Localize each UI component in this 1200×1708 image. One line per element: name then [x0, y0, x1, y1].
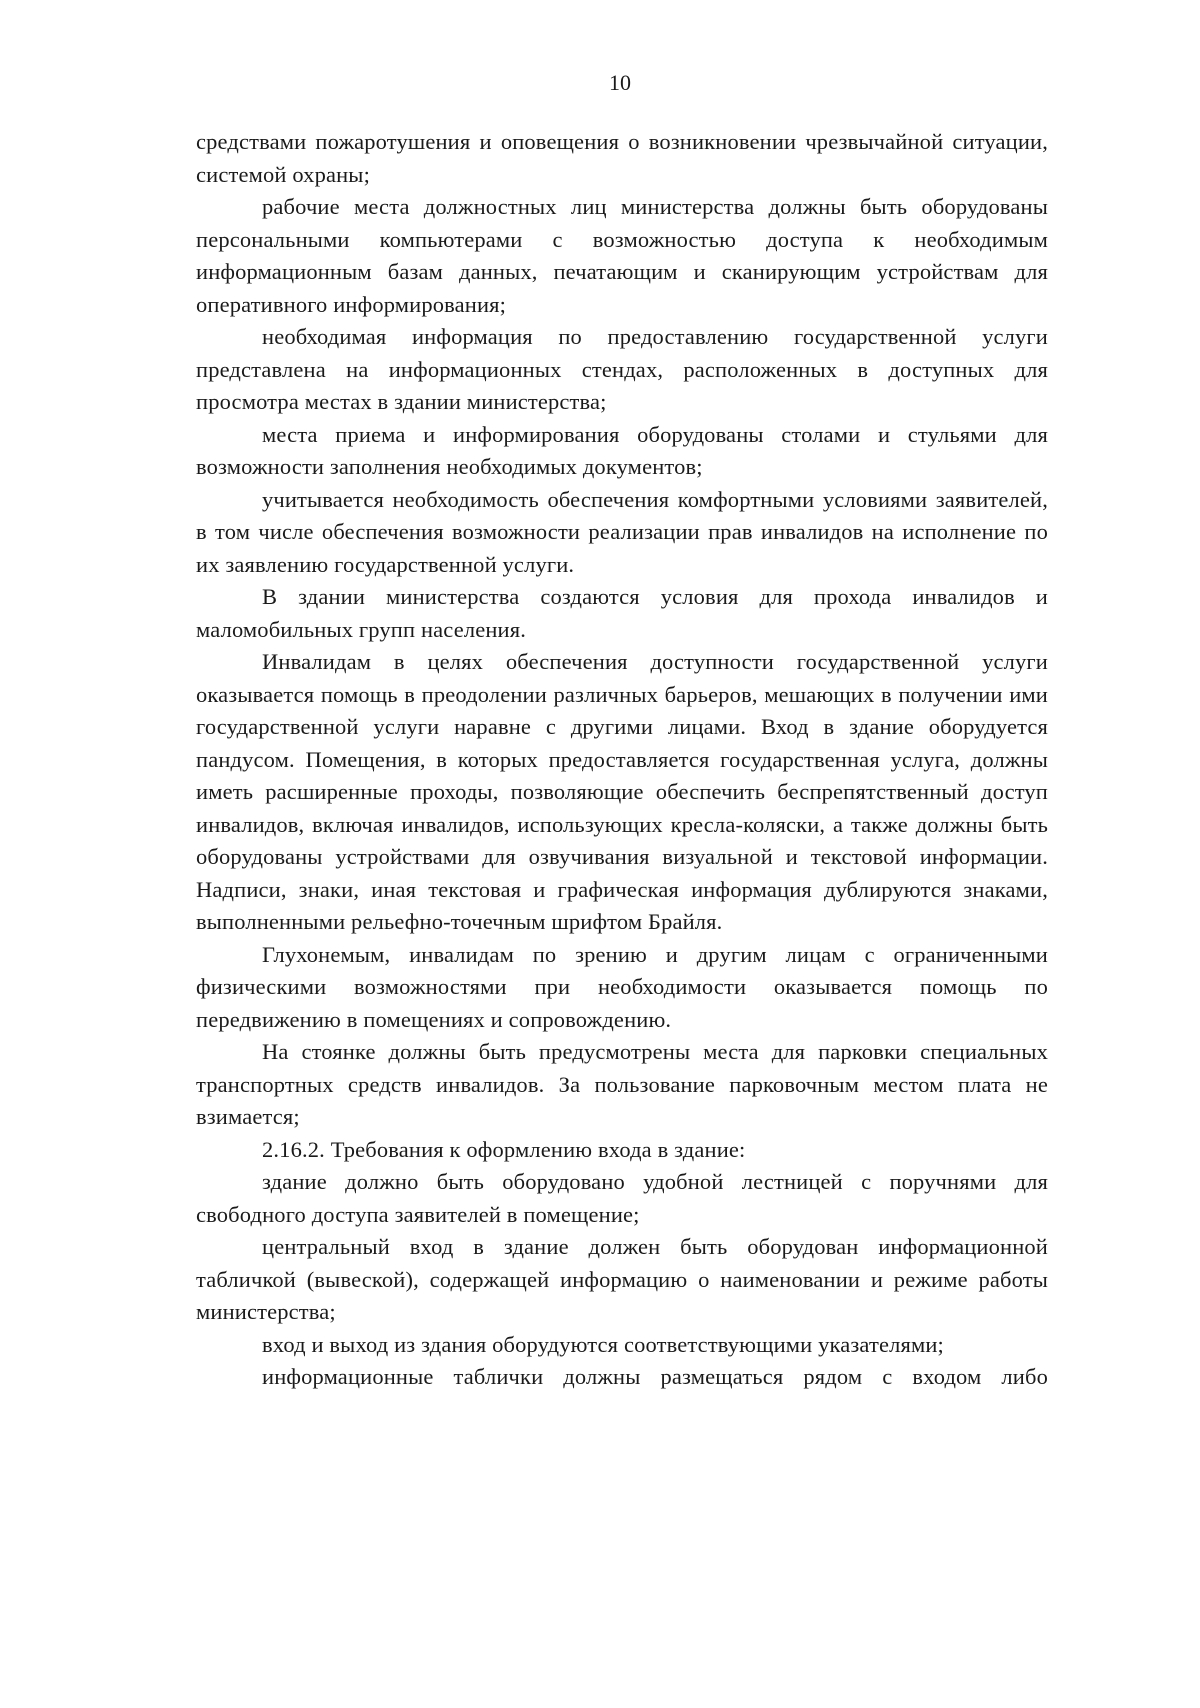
- paragraph-information-stands: необходимая информация по предоставлению государственной услуги представлена на информационных стендах, расположенных в доступных для просмотра местах в здании министерства;: [196, 324, 1048, 414]
- section-heading-2-16-2: 2.16.2. Требования к оформлению входа в здание:: [262, 1136, 746, 1162]
- paragraph-applicant-comfort: учитывается необходимость обеспечения комфортными условиями заявителей, в том числе обеспечения возможности реализации прав инвалидов на исполнение по их заявлению государственной услуги.: [196, 486, 1048, 577]
- paragraph-workplaces: рабочие места должностных лиц министерства должны быть оборудованы персональными компьютерами с возможностью доступа к необходимым информационным базам данных, печатающим и сканирующим устройствам для оперативного информирования;: [196, 194, 1048, 317]
- paragraph-parking: На стоянке должны быть предусмотрены места для парковки специальных транспортных средств инвалидов. За пользование парковочным местом плата не взимается;: [196, 1039, 1048, 1129]
- paragraph-entry-exit-signs: вход и выход из здания оборудуются соответствующими указателями;: [262, 1331, 944, 1357]
- paragraph-fire-safety: средствами пожаротушения и оповещения о возникновении чрезвычайной ситуации, системой охраны;: [196, 129, 1048, 187]
- paragraph-reception-places: места приема и информирования оборудованы столами и стульями для возможности заполнения необходимых документов;: [196, 421, 1048, 479]
- page-number: 10: [609, 70, 631, 95]
- paragraph-building-accessibility: В здании министерства создаются условия для прохода инвалидов и маломобильных групп населения.: [196, 584, 1048, 642]
- paragraph-mobility-support: Глухонемым, инвалидам по зрению и другим лицам с ограниченными физическими возможностями при необходимости оказывается помощь по передвижению в помещениях и сопровождению.: [196, 941, 1048, 1032]
- paragraph-disabled-assistance: Инвалидам в целях обеспечения доступности государственной услуги оказывается помощь в преодолении различных барьеров, мешающих в получении ими государственной услуги наравне с другими лицами. Вход в здание оборудуется пандусом. Помещения, в которых предоставляется государственная услуга, должны иметь расширенные проходы, позволяющие обеспечить беспрепятственный доступ инвалидов, включая инвалидов, использующих кресла-коляски, а также должны быть оборудованы устройствами для озвучивания визуальной и текстовой информации. Надписи, знаки, иная текстовая и графическая информация дублируются знаками, выполненными рельефно-точечным шрифтом Брайля.: [196, 649, 1048, 934]
- paragraph-entrance-sign: центральный вход в здание должен быть оборудован информационной табличкой (вывеской), содержащей информацию о наименовании и режиме работы министерства;: [196, 1234, 1048, 1324]
- paragraph-information-plates: информационные таблички должны размещаться рядом с входом либо: [262, 1364, 1048, 1389]
- document-body: [196, 126, 1048, 1394]
- paragraph-staircase: здание должно быть оборудовано удобной лестницей с поручнями для свободного доступа заявителей в помещение;: [196, 1169, 1048, 1227]
